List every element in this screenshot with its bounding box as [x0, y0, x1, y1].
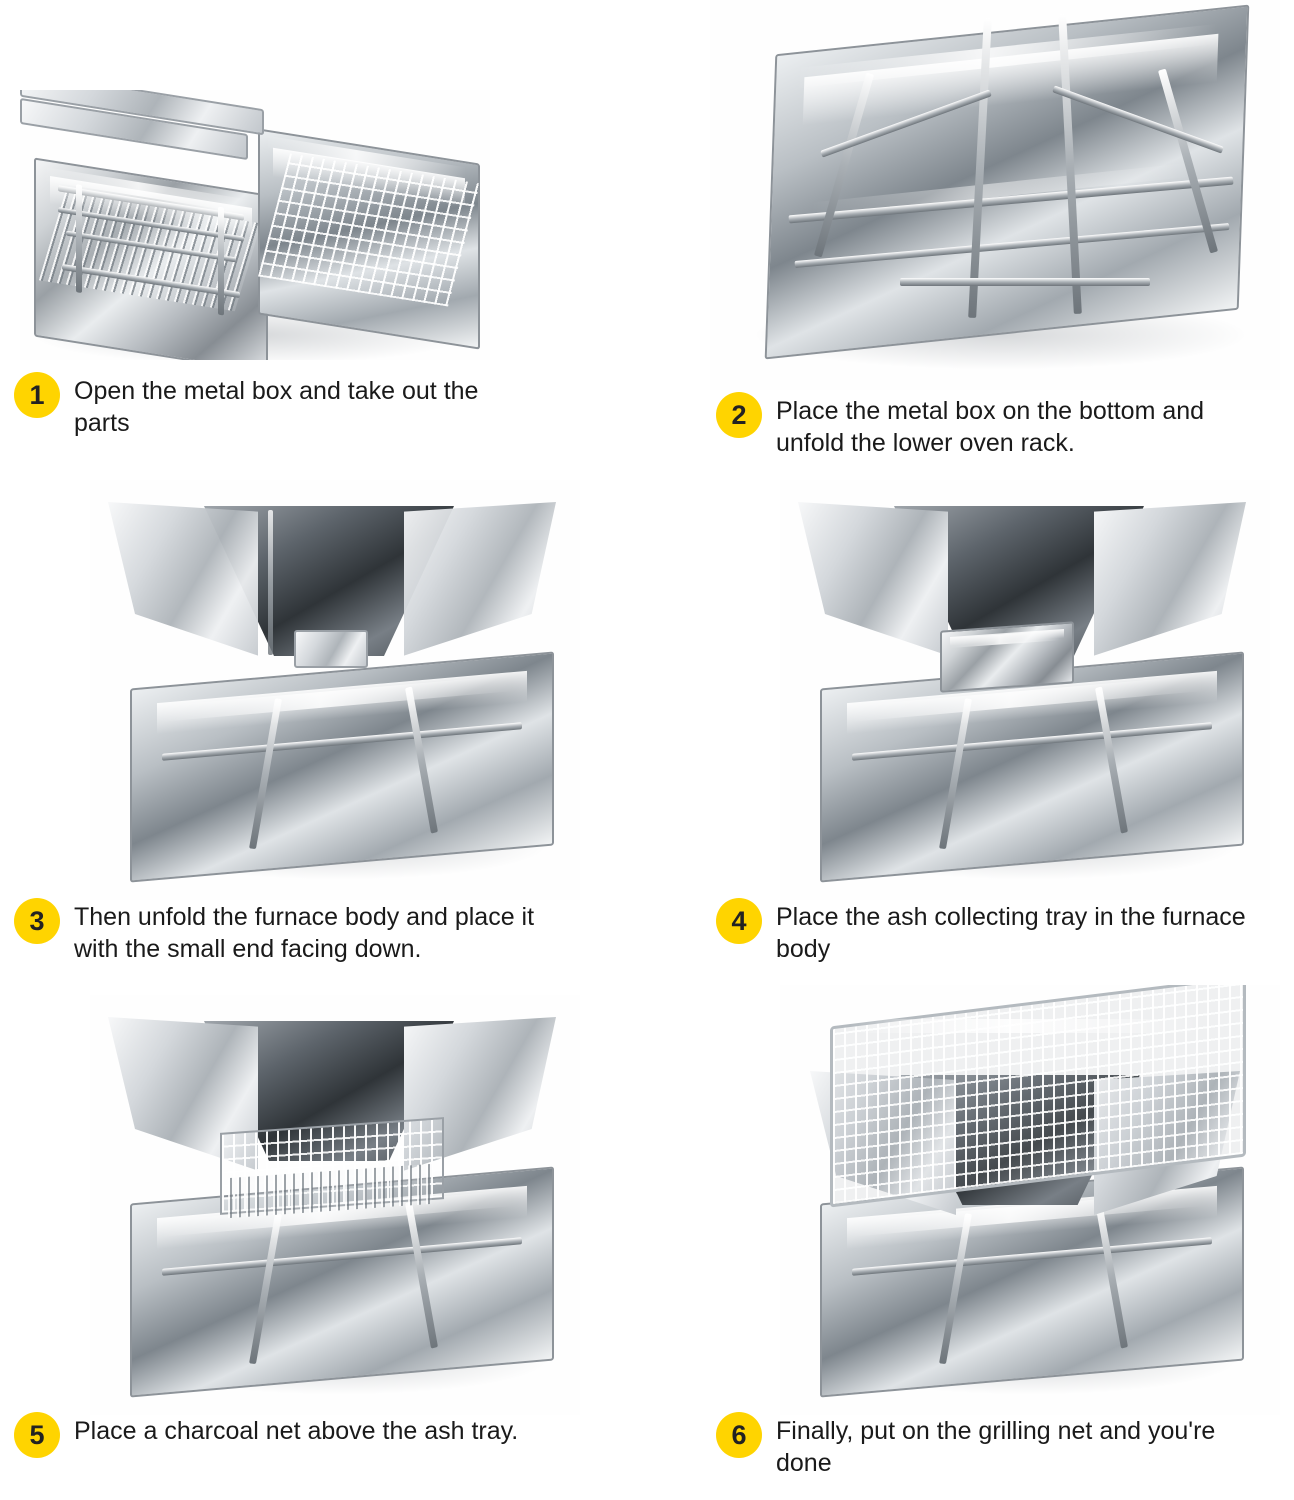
step-5-image — [90, 995, 580, 1415]
step-6-caption — [716, 1412, 1276, 1479]
box-right-half — [258, 128, 480, 349]
charcoal-net — [220, 1125, 440, 1230]
step-5-badge: 5 — [14, 1412, 60, 1458]
step-2-image — [710, 0, 1280, 390]
step-1-image — [20, 90, 490, 360]
ash-collecting-tray — [940, 621, 1074, 692]
lower-oven-rack — [780, 10, 1240, 330]
box-left-half — [34, 157, 268, 360]
grill-net — [258, 153, 480, 306]
step-2-badge: 2 — [716, 392, 762, 438]
step-3-badge: 3 — [14, 898, 60, 944]
step-4-badge: 4 — [716, 898, 762, 944]
step-5-caption — [14, 1412, 574, 1458]
step-1-caption — [14, 372, 494, 439]
step-4-text: Place the ash collecting tray in the furnace body — [776, 903, 1246, 963]
step-1-text: Open the metal box and take out the parts — [74, 377, 479, 437]
step-3-image — [90, 480, 580, 900]
step-6-badge: 6 — [716, 1412, 762, 1458]
step-3-caption — [14, 898, 574, 965]
step-6-image — [780, 985, 1280, 1415]
step-3-text: Then unfold the furnace body and place it with the small end facing down. — [74, 903, 535, 963]
step-6-text: Finally, put on the grilling net and you're done — [776, 1417, 1216, 1477]
step-4-caption — [716, 898, 1276, 965]
step-2-caption — [716, 392, 1276, 459]
furnace-body — [108, 490, 558, 710]
step-1-badge: 1 — [14, 372, 60, 418]
step-4-image — [780, 480, 1270, 900]
step-2-text: Place the metal box on the bottom and unfold the lower oven rack. — [776, 397, 1205, 457]
step-5-text: Place a charcoal net above the ash tray. — [74, 1417, 519, 1445]
